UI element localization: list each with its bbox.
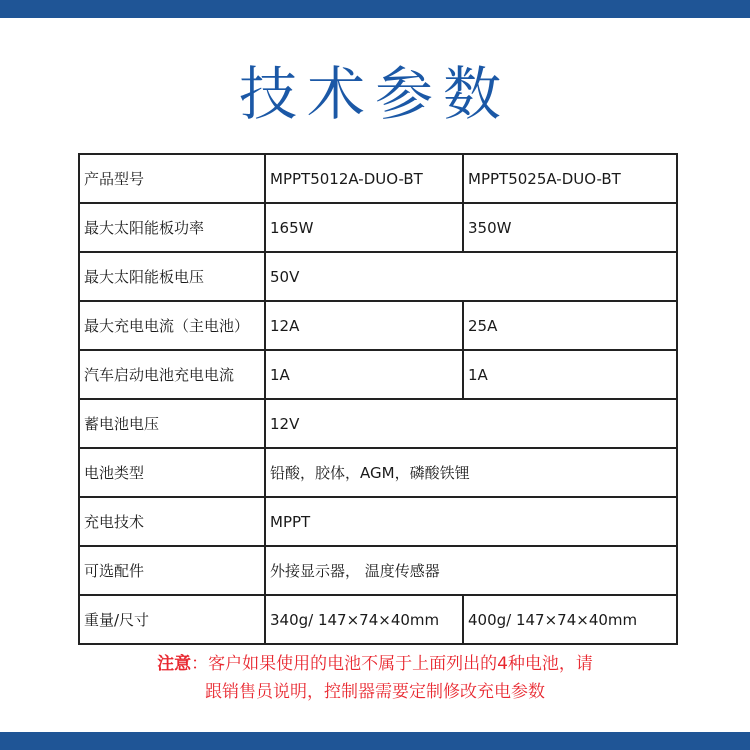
row-label: 最大太阳能板功率 — [79, 203, 265, 252]
table-row — [79, 546, 677, 595]
notice-label: 注意 — [157, 654, 192, 674]
cell-value: 12V — [265, 399, 677, 448]
notice-line-1 — [0, 650, 750, 678]
cell-value: 340g/ 147×74×40mm — [265, 595, 463, 644]
table-row — [79, 595, 677, 644]
row-label: 重量/尺寸 — [79, 595, 265, 644]
cell-value: 铅酸，胶体，AGM，磷酸铁锂 — [265, 448, 677, 497]
spec-table — [78, 153, 678, 645]
table-row — [79, 154, 677, 203]
cell-value: 1A — [265, 350, 463, 399]
top-banner-bar — [0, 0, 750, 18]
row-label: 可选配件 — [79, 546, 265, 595]
row-label: 最大充电电流（主电池） — [79, 301, 265, 350]
row-label: 充电技术 — [79, 497, 265, 546]
notice-line-1-text: ：客户如果使用的电池不属于上面列出的4种电池，请 — [191, 654, 593, 674]
cell-value: 350W — [463, 203, 677, 252]
table-row — [79, 350, 677, 399]
cell-value: 165W — [265, 203, 463, 252]
cell-value: MPPT — [265, 497, 677, 546]
cell-value: 400g/ 147×74×40mm — [463, 595, 677, 644]
notice-text — [0, 650, 750, 706]
cell-value: MPPT5012A-DUO-BT — [265, 154, 463, 203]
table-row — [79, 448, 677, 497]
table-row — [79, 301, 677, 350]
bottom-banner-bar — [0, 732, 750, 750]
row-label: 蓄电池电压 — [79, 399, 265, 448]
row-label: 电池类型 — [79, 448, 265, 497]
cell-value: 50V — [265, 252, 677, 301]
cell-value: 1A — [463, 350, 677, 399]
notice-line-2: 跟销售员说明，控制器需要定制修改充电参数 — [205, 682, 545, 702]
row-label: 汽车启动电池充电电流 — [79, 350, 265, 399]
table-row — [79, 497, 677, 546]
cell-value: 外接显示器， 温度传感器 — [265, 546, 677, 595]
cell-value: 25A — [463, 301, 677, 350]
table-row — [79, 399, 677, 448]
cell-value: MPPT5025A-DUO-BT — [463, 154, 677, 203]
cell-value: 12A — [265, 301, 463, 350]
row-label: 最大太阳能板电压 — [79, 252, 265, 301]
page-title: 技术参数 — [238, 60, 511, 128]
table-row — [79, 203, 677, 252]
table-row — [79, 252, 677, 301]
row-label: 产品型号 — [79, 154, 265, 203]
